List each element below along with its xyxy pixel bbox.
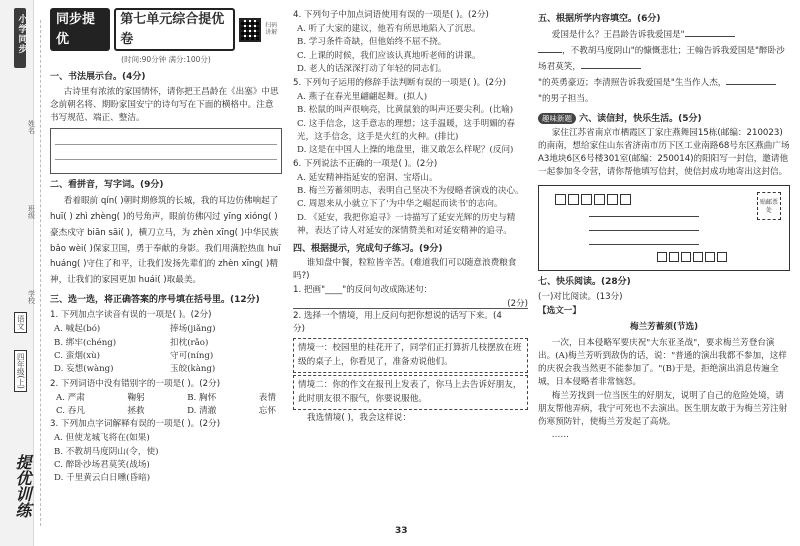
q2-row [50, 405, 282, 418]
subject-label: 语文 [14, 312, 27, 333]
postcode-box[interactable] [555, 194, 566, 205]
new-question-badge: 趣味新题 [538, 113, 576, 124]
q6-option-c: C. 周恩来从小就立下了'为中华之崛起而读书'的志向。 [297, 199, 503, 210]
q2-opt: 忘怀 [258, 405, 276, 416]
question-3: 3. 下列加点字词解释有误的一项是( )。(2分) [50, 419, 221, 430]
section-4-q1: 1. 把画"____"的反问句改成陈述句： [293, 284, 433, 295]
writing-line [55, 144, 277, 145]
binding-strip [0, 0, 34, 546]
postcode-box[interactable] [607, 194, 618, 205]
q3-option-c: C. 醉卧沙场君莫笑(战场) [54, 460, 150, 471]
fill-text: "的男子担当。 [538, 94, 594, 105]
class-field-label: 班级 [27, 205, 36, 219]
stamp-area: 贴邮票处 [757, 192, 781, 220]
q5-option-d: D. 这是在中国人上操的地盘里，谁又敢怎么样呢？(反问) [297, 144, 514, 155]
q4-option-c: C. 上课的时候，我们应该认真地听老师的讲课。 [297, 50, 481, 61]
section-4-text: 谁知盘中餐，粒粒皆辛苦。(难道我们可以随意浪费粮食吗?) [293, 258, 517, 282]
name-field-label: 姓名 [27, 120, 36, 134]
column-3 [538, 8, 790, 443]
question-1: 1. 下列加点字读音有误的一项是( )。(2分) [50, 309, 212, 320]
section-7-title: 七、快乐阅读。(28分) [538, 277, 631, 288]
fill-line [538, 44, 790, 76]
postcode-box[interactable] [705, 252, 715, 262]
qr-code-icon[interactable] [239, 18, 262, 42]
s4-q1-score: (2分) [507, 298, 528, 309]
page-title: 第七单元综合提优卷 [114, 8, 235, 51]
q4-option-d: D. 老人的话深深打动了年轻的同志们。 [297, 64, 447, 75]
fill-blank[interactable] [581, 68, 641, 69]
q1-option-c: C. 蛮烟(xù) [54, 350, 101, 361]
series-label: 小学同步 [16, 14, 27, 54]
fill-blank[interactable] [685, 36, 735, 37]
q6-option-a: A. 延安精神指延安的窑洞、宝塔山。 [297, 172, 438, 183]
section-2-title: 二、看拼音，写字词。(9分) [50, 180, 164, 191]
section-7-sub: (一)对比阅读。(13分) [538, 291, 623, 302]
answer-line[interactable] [293, 298, 528, 309]
fill-text: 爱国是什么？王昌龄告诉我爱国是" [551, 29, 685, 40]
article-title: 梅兰芳蓄须(节选) [629, 322, 698, 333]
series-tag: 同步提优 [50, 8, 110, 51]
article-paragraph: 一次，日本侵略军要庆祝"大东亚圣战"，要求梅兰芳登台演出。(A)梅兰芳听到敌伪的话，说："普通的演出我都不参加，这样的庆祝会我当然更不能参加了。"(B)于是，拒绝演出消息传遍全城，日本侵略者非常恼怒。 [538, 338, 787, 387]
question-6: 6. 下列说法不正确的一项是( )。(2分) [293, 158, 438, 169]
q2-opt: B. 胸怀 [187, 392, 217, 403]
address-line[interactable] [589, 216, 699, 217]
q5-option-b: B. 松鼠的叫声很响亮，比黄鼠狼的叫声还要尖利。(比喻) [297, 105, 514, 116]
address-line[interactable] [589, 230, 699, 231]
q3-option-b: B. 不教胡马度阴山(令，使) [54, 446, 159, 457]
page-number: 33 [395, 525, 408, 536]
postcode-box[interactable] [568, 194, 579, 205]
q2-opt: 表情 [258, 392, 276, 403]
section-5-title: 五、根据所学内容填空。(6分) [538, 14, 661, 24]
section-1-text: 古诗里有浓浓的家国情怀，请你把王昌龄在《出塞》中思念前朝名将、期盼家国安宁的诗句写在下面的横格中。注意书写规范、端正、整洁。 [50, 86, 279, 123]
postcode-box[interactable] [620, 194, 631, 205]
postcode-box[interactable] [657, 252, 667, 262]
school-field-label: 学校 [27, 290, 36, 304]
envelope[interactable] [538, 185, 790, 271]
grade-label: 四年级(上) [14, 350, 27, 392]
q4-option-a: A. 听了大家的建议，他若有所思地陷入了沉思。 [297, 23, 481, 34]
question-4: 4. 下列句子中加点词语使用有误的一项是( )。(2分) [293, 10, 489, 20]
q5-option-a: A. 燕子在春光里翩翩起舞。(拟人) [297, 91, 428, 102]
section-6-title [538, 113, 790, 127]
cut-line [40, 20, 41, 526]
scenario-1-box: 情境一：校园里的桂花开了，同学们正打算折几枝摆放在班级的桌子上，你看见了，准备劝说他们。 [293, 338, 528, 373]
article-ellipsis: …… [551, 430, 569, 441]
q1-option-d-r: 玉皎(kàng) [170, 364, 216, 375]
q3-option-d: D. 千里黄云白日曛(昏暗) [54, 473, 151, 484]
postcode-box[interactable] [681, 252, 691, 262]
q1-option-a-r: 捧场(jiǎng) [170, 324, 216, 335]
section-4-q2: 2. 选择一个情境，用上反问句把你想说的话写下来。(4分) [293, 310, 502, 334]
q1-option-d: D. 妄想(wàng) [54, 364, 114, 375]
article-paragraph: 梅兰芳找到一位当医生的好朋友，说明了自己的危险处境，请朋友帮他弄病，我宁可死也不去演出。医生朋友敢于为梅兰芳注射伤寒预防针，使梅兰芳发起了高烧。 [538, 390, 788, 427]
q2-row [50, 392, 282, 405]
fill-line [538, 76, 790, 92]
postcode-box[interactable] [594, 194, 605, 205]
q4-option-b: B. 学习条件奇缺，但他始终不屈不挠。 [297, 37, 447, 48]
writing-line [55, 159, 277, 160]
fill-text: ，不教胡马度阴山"的慷慨悲壮；王翰告诉我爱国是"醉卧沙场君莫笑， [538, 46, 785, 73]
q6-option-d: D. 《延安，我把你追寻》一诗描写了延安光辉的历史与精神，表达了诗人对延安的深情赞美和对延安精神的追寻。 [297, 212, 516, 236]
q6-option-b: B. 梅兰芳蓄须明志，表明自己坚决不为侵略者演戏的决心。 [297, 186, 524, 197]
exam-meta: (时间:90分钟 满分:100分) [121, 55, 211, 64]
postcode-box[interactable] [693, 252, 703, 262]
qr-label: 扫码讲解 [265, 21, 278, 36]
postcode-box[interactable] [669, 252, 679, 262]
q5-option-c: C. 这手信念，这手意志的理想；这手温暖，这手明媚的春光，这手信念，这手是火红的火种。(排比) [297, 118, 515, 142]
section-6-text: 家住江苏省南京市栖霞区丁家庄燕舞园15栋(邮编：210023)的南南，想给家住山东省济南市历下区工业南路68号东区燕曲广场A3地块6区6号楼301室(邮编：250014)的阳阳写一封信，邀请他一起参加冬令营，请你帮他填写信封，使信封成功地寄出这封信。 [538, 128, 790, 178]
q2-opt: A. 严肃 [56, 392, 85, 403]
q3-option-a: A. 但使龙城飞将在(如果) [54, 433, 150, 444]
fill-line [538, 28, 790, 44]
scenario-2-box: 情境二：你的作文在报刊上发表了，你马上去告诉好朋友，此时朋友很不服气，你要说服他。 [293, 375, 528, 410]
pinyin-passage: 看着眼前 qín( )朝时期修筑的长城，我的耳边仿佛响起了 huī( ) zhì zhèng( )的号角声，眼前仿佛闪过 yīng xióng( )豪杰戍守 biān sāi( )，横刀立马，为 zhèn xīng( )中华民族 bǎo wèi( )保家卫国，勇于奉献的身影。我们用满腔热血 huī huáng( )守住了和平，让我们发扬先辈们的 zhèn xīng( )精神，让我们的家园更加 huái( )取最美。 [50, 195, 281, 286]
question-2: 2. 下列词语中没有错别字的一项是( )。(2分) [50, 378, 221, 389]
q2-opt: C. 吞凡 [56, 405, 85, 416]
writing-box[interactable] [50, 128, 282, 174]
section-1-title: 一、书法展示台。(4分) [50, 72, 146, 83]
column-2 [293, 8, 528, 426]
postcode-box[interactable] [581, 194, 592, 205]
q1-option-c-r: 守可(níng) [170, 350, 214, 361]
section-6-label: 六、读信封，快乐生活。(5分) [579, 113, 702, 124]
brand-logo: 提优训练 [13, 454, 32, 518]
selection-label: 【选文一】 [538, 306, 581, 317]
section-3-title: 三、选一选，将正确答案的序号填在括号里。(12分) [50, 295, 260, 306]
q2-opt: 拯救 [127, 405, 145, 416]
q1-option-b-r: 扣枕(rǎo) [170, 337, 209, 348]
fill-blank[interactable] [538, 52, 562, 53]
scenario-choose: 我选情境( )，我会这样说： [307, 413, 411, 424]
q1-option-b: B. 绑牢(chéng) [54, 337, 117, 348]
fill-blank[interactable] [726, 84, 776, 85]
section-4-title: 四、根据提示，完成句子练习。(9分) [293, 243, 443, 254]
question-5: 5. 下列句子运用的修辞手法判断有误的一项是( )。(2分) [293, 77, 507, 88]
postcode-box[interactable] [717, 252, 727, 262]
q2-opt: D. 清澈 [187, 405, 217, 416]
paper-header [50, 8, 282, 51]
fill-line [538, 92, 790, 108]
fill-text: "的英勇豪迈；李清照告诉我爱国是"生当作人杰， [538, 78, 727, 89]
q2-opt: 鞠躬 [127, 392, 145, 403]
q1-option-a: A. 喊起(bó) [54, 324, 101, 335]
address-line[interactable] [589, 244, 699, 245]
column-1 [50, 8, 282, 486]
